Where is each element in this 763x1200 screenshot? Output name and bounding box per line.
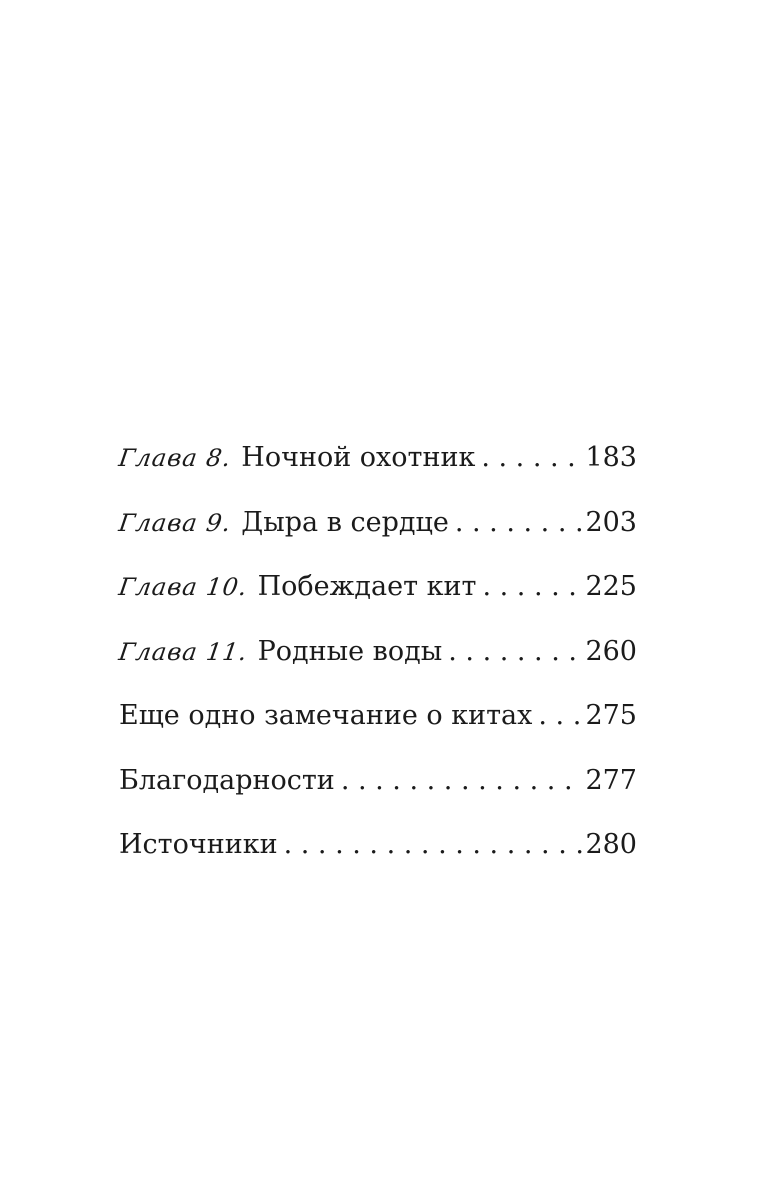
- toc-page-number: 225: [585, 571, 637, 602]
- table-of-contents: [119, 442, 637, 894]
- chapter-prefix: Глава 9.: [117, 508, 234, 537]
- toc-entry: [119, 765, 637, 830]
- toc-entry-title: Ночной охотник: [241, 442, 476, 473]
- chapter-prefix: Глава 10.: [117, 573, 250, 601]
- toc-page-number: 203: [585, 506, 637, 538]
- toc-page-number: 183: [585, 442, 637, 473]
- toc-page-number: 280: [585, 829, 637, 860]
- dot-leader: [448, 636, 583, 667]
- toc-entry-title: Побеждает кит: [257, 571, 477, 602]
- toc-entry: [119, 636, 637, 701]
- toc-entry: [119, 829, 637, 894]
- toc-entry-title: Еще одно замечание о китах: [119, 700, 533, 731]
- toc-page-number: 260: [585, 635, 637, 667]
- chapter-prefix: Глава 8.: [117, 444, 234, 472]
- dot-leader: [341, 765, 584, 796]
- toc-entry-title: Источники: [119, 829, 278, 860]
- toc-entry-title: Родные воды: [257, 635, 443, 667]
- toc-entry: [119, 571, 637, 636]
- dot-leader: [481, 442, 583, 473]
- toc-page-number: 275: [585, 700, 637, 731]
- toc-entry: [119, 700, 637, 765]
- dot-leader: [482, 571, 583, 602]
- dot-leader: [284, 829, 584, 860]
- chapter-prefix: Глава 11.: [117, 637, 250, 666]
- dot-leader: [455, 507, 584, 538]
- toc-entry: [119, 507, 637, 572]
- toc-entry-title: Благодарности: [119, 764, 335, 796]
- toc-entry-title: Дыра в сердце: [241, 506, 449, 538]
- toc-entry: [119, 442, 637, 507]
- toc-page-number: 277: [585, 764, 637, 796]
- dot-leader: [538, 700, 583, 731]
